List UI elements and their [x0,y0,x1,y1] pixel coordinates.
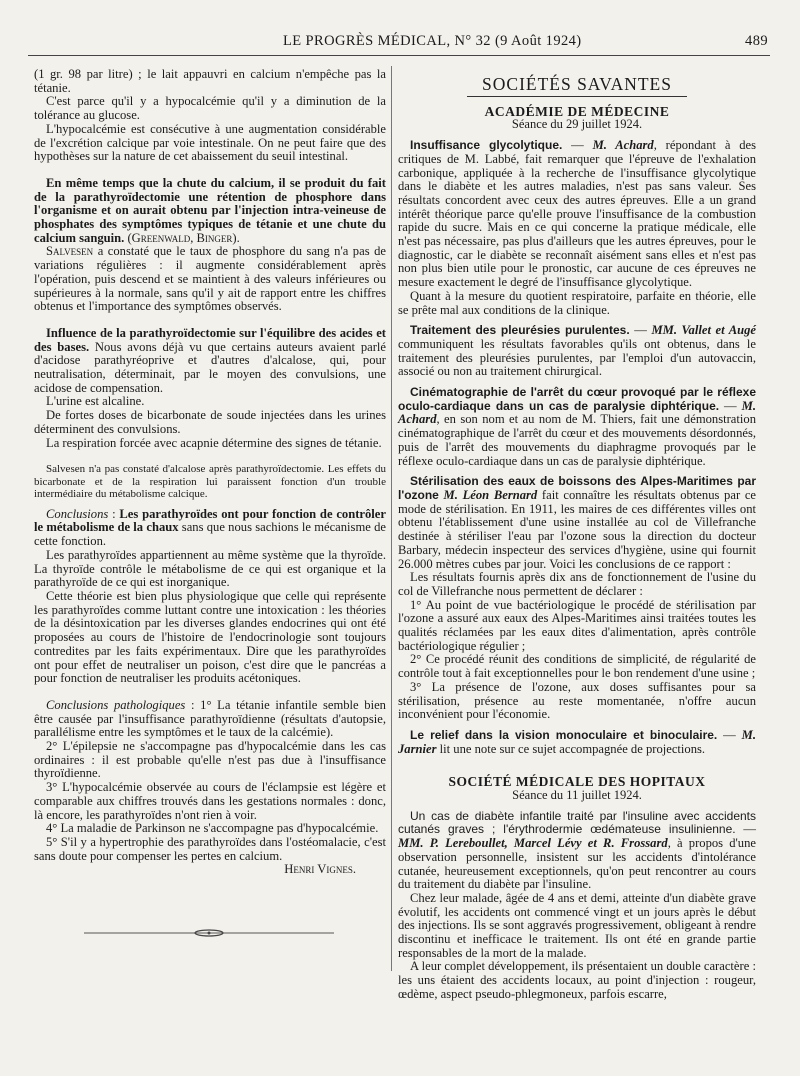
section-title: SOCIÉTÉS SAVANTES [482,74,672,94]
paragraph: Les parathyroïdes appartiennent au même système que la thyroïde. La thyroïde contrôle le métabolisme de ce qui est organique et la parathyroïde de ce qui est inorganique. [34,547,386,590]
paragraph: Les résultats fournis après dix ans de fonctionnement de l'usine du col de Villefranche nous permettent de déclarer : [398,570,756,598]
paragraph: (1 gr. 98 par litre) ; le lait appauvri en calcium n'empêche pas la tétanie. [34,67,386,95]
paragraph: 2° Ce procédé réunit des conditions de simplicité, de régularité de contrôle tout à fait exceptionnelles pour le bon rendement d'une usine ; [398,652,756,681]
bold-statement: Les parathyroïdes ont pour fonction de contrôler le métabolisme de la chaux [34,506,386,535]
signature: Henri Vignes. [284,862,356,877]
paragraph: 5° S'il y a hypertrophie des parathyroïdes dans l'ostéomalacie, c'est sans doute pour compenser les pertes en calcium. [34,834,386,863]
report-item: Le relief dans la vision monoculaire et binoculaire. — M. Jarnier lit une note sur ce sujet accompagnée de projections. [398,727,756,756]
small-note: Salvesen n'a pas constaté d'alcalose après parathyroïdectomie. Les effets du bicarbonate et de la respiration lui paraissent fonction d'un trouble intermédiaire du métabolisme calcique. [34,463,386,501]
left-column [34,68,386,943]
society-title: SOCIÉTÉ MÉDICALE DES HOPITAUX [448,774,706,790]
report-item: Insuffisance glycolytique. — M. Achard, répondant à des critiques de M. Labbé, fait remarquer que l'épreuve de l'exhalation carbonique, appliquée à la recherche de l'insuffisance glycolytique dans le diabète et les autres maladies, n'est pas sans valeur. Ses résultats concordent avec ceux des autres épreuves. Elle a un grand intérêt théorique parce qu'elle prouve l'insuffisance de la combustion rapide du sucre. Mais en ce qui concerne la pratique médicale, elle n'est pas nécessaire, pas plus d'ailleurs que les autres épreuves, pour le diagnostic, car le diabète se reconnaît aisément sans elles et n'est pas non plus bien utile pour le pronostic, car aucune de ces épreuves ne mesure exactement le degré de l'insuffisance glycolytique. [398,138,757,290]
column-divider [391,66,392,971]
item-author: M. Jarnier [398,727,756,756]
section-rule [467,96,687,97]
paragraph: Cette théorie est bien plus physiologique que celle qui représente les parathyroïdes comme luttant contre une intoxication : les théories de la désintoxication par les diverses glandes endocrines qui ont été proposées au cours de l'histoire de l'endocrinologie sont toujours contredites par les faits expérimentaux. Dire que les parathyroïdes ont pour effet de neutraliser un poison, c'est dire que le pancréas a pour fonction de neutraliser les produits acétoniques. [34,589,386,686]
paragraph: 1° Au point de vue bactériologique le procédé de stérilisation par l'ozone a assuré aux eaux des Alpes-Maritimes ainsi traitées toutes les qualités réclamées par les eaux dites d'alimentation, après contrôle bactériologique régulier ; [398,597,756,653]
paragraph: 3° La présence de l'ozone, aux doses suffisantes pour sa stérilisation, présence au reste momentanée, n'offre aucun inconvénient pour l'économie. [398,679,756,722]
subheading: Influence de la parathyroïdectomie sur l'équilibre des acides et des bases. [34,325,386,354]
society-title: ACADÉMIE DE MÉDECINE [484,103,670,119]
paragraph [34,177,386,246]
paragraph: De fortes doses de bicarbonate de soude injectées dans les urines déterminent des convulsions. [34,408,386,436]
session-date: Séance du 29 juillet 1924. [511,117,643,132]
conclusions-label: Conclusions [46,506,109,521]
page-number: 489 [745,33,768,49]
report-item: Traitement des pleurésies purulentes. — MM. Vallet et Augé communiquent les résultats favorables qu'ils ont obtenus, dans le traitement des pleurésies purulentes, par l'emploi d'un autovaccin, associé ou non au traitement chirurgical. [398,323,756,379]
item-text: fait connaître les résultats obtenus par ce mode de stérilisation. En 1911, les maires de ces différentes villes ont obtenu l'établissement d'une usine installée au col de Villefranche destinée à stériliser l'eau par l'ozone sous la direction du docteur Barbary, médecin inspecteur des services d'hygiène, usine qui fournit 26.000 mètres cubes par jour. Voici les conclusions de ce rapport : [398,487,756,571]
paragraph-text: : 1° La tétanie infantile semble bien être causée par l'insuffisance parathyroïdienne (résultats d'autopsie, parallélisme entre les symptômes et le taux de la calcémie). [34,697,386,740]
report-item [398,475,756,571]
item-heading: Le relief dans la vision monoculaire et binoculaire. [410,727,718,742]
paragraph-text: sans que nous sachions le mécanisme de cette fonction. [34,520,386,549]
bold-statement: En même temps que la chute du calcium, il se produit du fait de la parathyroïdectomie une rétention de phosphore dans l'organisme et on aurait obtenu par l'injection intra-veineuse de phosphates des symptômes typiques de tétanie et une chute du calcium sanguin. [34,175,386,245]
item-text: lit une note sur ce sujet accompagnée de projections. [436,741,706,756]
session-date: Séance du 11 juillet 1924. [512,788,642,803]
item-text: , en son nom et au nom de M. Thiers, fait une démonstration cinématographique de l'arrêt du cœur et des mouvements désordonnés, puis de l'arrêt des mouvements du diaphragme provoqués par le réflexe oculo-cardiaque dans un cas de paralysie diphtérique. [398,412,756,468]
paragraph: Conclusions : Les parathyroïdes ont pour fonction de contrôler le métabolisme de la chaux sans que nous sachions le mécanisme de cette fonction. [34,506,386,549]
item-heading: Un cas de diabète infantile traité par l'insuline avec accidents cutanés graves ; l'érythrodermie œdémateuse insulinienne. [398,808,756,837]
paragraph: L'urine est alcaline. [46,394,145,409]
item-author: M. Achard [592,138,654,153]
paragraph: Quant à la mesure du quotient respiratoire, parfaite en théorie, elle se prête mal aux conditions de la clinique. [398,288,756,317]
paragraph: A leur complet développement, ils présentaient un double caractère : les uns étaient des accidents locaux, au point d'injection : rougeur, œdème, aspect pseudo-phlegmoneux, parfois escarre, [398,959,756,1001]
running-title: LE PROGRÈS MÉDICAL, N° 32 (9 Août 1924) [283,33,582,49]
reference: (Greenwald, Binger). [127,230,240,245]
item-heading: Stérilisation des eaux de boissons des Alpes-Maritimes par l'ozone [398,474,756,502]
paragraph: L'hypocalcémie est consécutive à une augmentation considérable de l'excrétion calcique par voie intestinale. On ne peut faire que des hypothèses sur la nature de cet abaissement du seuil intestinal. [34,121,386,164]
item-text: , répondant à des critiques de M. Labbé, fait remarquer que l'épreuve de l'exhalation carbonique, appliquée à la recherche de l'insuffisance glycolytique dans le diabète et les autres maladies, n'est pas sans valeur. Ses résultats concordent avec ceux des autres épreuves. Elle a un grand intérêt théorique parce qu'elle prouve l'insuffisance de la combustion rapide du sucre. Mais en ce qui concerne la pratique médicale, elle n'est pas nécessaire, pas plus d'ailleurs que les autres épreuves, pour le diagnostic, car le diabète se reconnaît aisément sans elles et n'est pas non plus bien utile pour le pronostic, car aucune de ces épreuves ne mesure exactement le degré de l'insuffisance glycolytique. [398,138,757,290]
item-heading: Traitement des pleurésies purulentes. [410,323,630,338]
paragraph: 2° L'épilepsie ne s'accompagne pas d'hypocalcémie dans les cas ordinaires : il est probable qu'elle n'est pas due à l'insuffisance thyroïdienne. [34,739,386,781]
item-heading: Cinématographie de l'arrêt du cœur provoqué par le réflexe oculo-cardiaque dans un cas de paralysie diphtérique. [398,385,756,413]
paragraph: Chez leur malade, âgée de 4 ans et demi, atteinte d'un diabète grave évolutif, les accidents ont commencé vingt et un jours après le début des injections. Ils se sont aggravés progressivement, obligeant à rendre discontinu et inefficace le traitement. Ils ont été en grande partie responsables de la mort de la malade. [398,890,756,960]
report-item: Cinématographie de l'arrêt du cœur provoqué par le réflexe oculo-cardiaque dans un cas de paralysie diphtérique. — M. Achard, en son nom et au nom de M. Thiers, fait une démonstration cinématographique de l'arrêt du cœur et des mouvements désordonnés, puis de l'arrêt des mouvements du diaphragme provoqués par le réflexe oculo-cardiaque dans un cas de paralysie diphtérique. [398,385,756,468]
author-name: Salvesen [46,244,94,259]
item-text: , à propos d'une observation personnelle, insistent sur les accidents d'intolérance cutanée, heureusement exceptionnels, qu'on peut rencontrer au cours du traitement du diabète par l'insuline. [398,836,756,892]
item-author: M. Achard [398,398,756,427]
item-text: communiquent les résultats favorables qu'ils ont obtenus, dans le traitement des pleurésies purulentes, par l'emploi d'un autovaccin, associé ou non au traitement chirurgical. [398,336,756,379]
report-item: Un cas de diabète infantile traité par l'insuline avec accidents cutanés graves ; l'érythrodermie œdémateuse insulinienne. — MM. P. Lereboullet, Marcel Lévy et R. Frossard, à propos d'une observation personnelle, insistent sur les accidents d'intolérance cutanée, heureusement exceptionnels, qu'on peut rencontrer au cours du traitement du diabète par l'insuline. [398,808,756,892]
paragraph: 4° La maladie de Parkinson ne s'accompagne pas d'hypocalcémie. [46,821,379,836]
item-author: MM. P. Lereboullet, Marcel Lévy et R. Frossard [398,836,668,851]
conclusions-label: Conclusions pathologiques [46,697,186,712]
paragraph: C'est parce qu'il y a hypocalcémie qu'il y a diminution de la tolérance au glucose. [34,94,386,123]
paragraph [34,327,386,396]
item-heading: Insuffisance glycolytique. [410,138,563,153]
paragraph [34,245,386,314]
page-header [28,33,770,56]
item-author: M. Léon Bernard [443,487,538,502]
paragraph: La respiration forcée avec acapnie détermine des signes de tétanie. [46,435,382,450]
paragraph-text: Nous avons déjà vu que certains auteurs avaient parlé d'acidose parathyréoprive et d'autres d'alcalose, qui, pour neutralisation, déterminait, par le moyen des convulsions, une acidose de compensation. [34,339,386,395]
paragraph [34,699,386,740]
paragraph-text: a constaté que le taux de phosphore du sang n'a pas de variations régulières : il augmente considérablement après l'opération, puis descend et se maintient à des valeurs inférieures ou supérieures à la normale, sans qu'il y ait de rapport entre les chiffres obtenus et l'importance des symptômes observés. [34,244,386,314]
flourish-ornament [84,927,334,939]
item-author: MM. Vallet et Augé [651,323,756,338]
right-column [398,68,756,1002]
paragraph: 3° L'hypocalcémie observée au cours de l'éclampsie est légère et comparable aux chiffres trouvés dans les gestations normales : donc, là encore, les parathyroïdes n'ont rien à voir. [34,780,386,822]
